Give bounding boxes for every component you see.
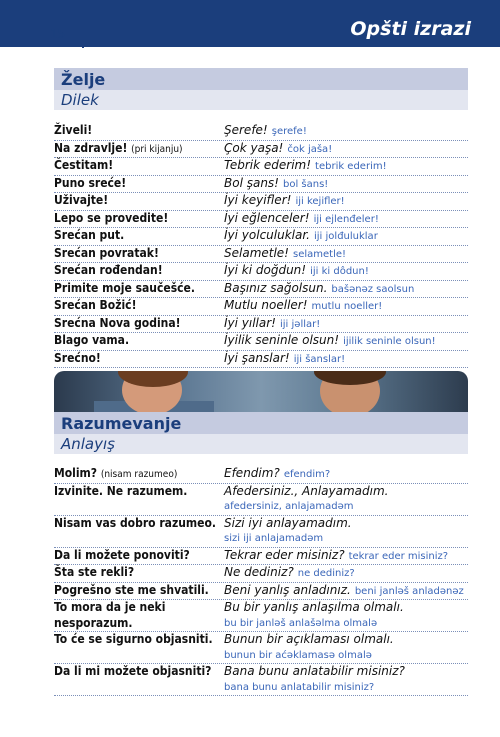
- phrase-source-text: Primite moje saučešće.: [54, 280, 195, 295]
- pronunciation-text: iji ki dôdun!: [310, 266, 369, 277]
- pronunciation-text: iji jəllar!: [280, 318, 321, 330]
- phrase-row: [54, 176, 468, 194]
- phrase-row: [54, 466, 468, 484]
- phrase-row: [54, 664, 468, 696]
- translation-text: Başınız sağolsun.: [224, 280, 328, 295]
- phrase-translation: [224, 176, 468, 193]
- phrase-source-text: Srećan Božić!: [54, 298, 137, 312]
- phrase-translation: [224, 548, 468, 565]
- section-header-understanding: [54, 412, 468, 454]
- translation-text: Çok yaşa!: [224, 140, 284, 155]
- phrase-translation: [224, 263, 468, 280]
- phrase-row: [54, 211, 468, 229]
- phrase-row: [54, 632, 468, 664]
- pronunciation-text: ijilik seninle olsun!: [343, 336, 436, 347]
- phrase-source: [54, 298, 224, 315]
- translation-text: Beni yanlış anladınız.: [224, 582, 351, 597]
- phrase-translation: [224, 632, 468, 663]
- phrase-translation: [224, 246, 468, 263]
- translation-text: Sizi iyi anlayamadım.: [224, 515, 352, 530]
- phrase-source: [54, 211, 224, 228]
- translation-text: Tekrar eder misiniz?: [224, 547, 345, 562]
- translation-text: İyi yolculuklar.: [224, 228, 310, 242]
- section-title: Razumevanje: [54, 412, 468, 434]
- phrase-row: [54, 298, 468, 316]
- translation-text: Bunun bir açıklaması olmalı.: [224, 632, 394, 646]
- phrase-translation: [224, 141, 468, 158]
- phrase-list-wishes: [54, 123, 468, 368]
- phrase-source: [54, 281, 224, 298]
- phrase-translation: [224, 351, 468, 368]
- phrase-source-text: Lepo se provedite!: [54, 210, 169, 225]
- phrase-source-text: Da li možete ponoviti?: [54, 547, 190, 562]
- translation-text: Ne dediniz?: [224, 565, 294, 579]
- phrase-row: [54, 600, 468, 632]
- phrase-source-text: Uživajte!: [54, 193, 109, 207]
- pronunciation-text: afedersiniz, anlajamadəm: [224, 501, 354, 512]
- phrase-source-text: Živeli!: [54, 123, 93, 137]
- pronunciation-text: iji jolđuluklar: [314, 231, 378, 242]
- phrase-row: [54, 548, 468, 566]
- phrase-list-understanding: [54, 466, 468, 696]
- phrase-row: [54, 583, 468, 601]
- phrase-translation: [224, 466, 468, 483]
- phrase-source-text: Puno sreće!: [54, 175, 127, 190]
- phrase-row: [54, 263, 468, 281]
- pronunciation-text: şerefe!: [271, 126, 307, 137]
- phrase-source-text: Izvinite. Ne razumem.: [54, 483, 188, 498]
- phrase-translation: [224, 158, 468, 175]
- translation-text: İyi eğlenceler!: [224, 210, 310, 225]
- phrase-translation: [224, 664, 468, 695]
- translation-text: Selametle!: [224, 245, 289, 260]
- phrase-translation: [224, 516, 468, 547]
- phrase-source-text: Nisam vas dobro razumeo.: [54, 515, 216, 530]
- phrase-source: [54, 263, 224, 280]
- phrase-source-note: (pri kijanju): [131, 143, 183, 155]
- phrase-translation: [224, 123, 468, 140]
- phrase-source: [54, 664, 224, 695]
- pronunciation-text: mutlu noeller!: [311, 301, 383, 312]
- phrase-source-text: Blago vama.: [54, 333, 130, 347]
- translation-text: Bana bunu anlatabilir misiniz?: [224, 664, 405, 678]
- phrase-row: [54, 228, 468, 246]
- translation-text: İyi yıllar!: [224, 315, 276, 330]
- phrase-source: [54, 193, 224, 210]
- pronunciation-text: beni janləš anladənəz: [354, 585, 464, 597]
- phrase-row: [54, 316, 468, 334]
- phrase-source-note: (nisam razumeo): [100, 469, 178, 480]
- phrase-row: [54, 246, 468, 264]
- section-photo: [54, 371, 468, 413]
- phrase-source: [54, 632, 224, 663]
- phrase-translation: [224, 228, 468, 245]
- phrase-source-text: Srećan put.: [54, 228, 125, 242]
- phrase-source: [54, 176, 224, 193]
- phrase-source: [54, 158, 224, 175]
- phrase-source-text: Na zdravlje!: [54, 140, 128, 155]
- pronunciation-text: iji ejlenđeler!: [313, 213, 379, 225]
- translation-text: İyi ki doğdun!: [224, 263, 307, 277]
- translation-text: Bu bir yanlış anlaşılma olmalı.: [224, 600, 404, 614]
- phrase-translation: [224, 484, 468, 515]
- translation-text: Efendim?: [224, 466, 280, 480]
- pronunciation-text: sizi iji anlajamadəm: [224, 533, 324, 544]
- translation-text: Şerefe!: [224, 123, 268, 137]
- phrase-source: [54, 246, 224, 263]
- phrase-source-text: Čestitam!: [54, 158, 114, 172]
- phrase-source-text: Pogrešno ste me shvatili.: [54, 582, 209, 597]
- phrase-row: [54, 351, 468, 369]
- phrase-source: [54, 548, 224, 565]
- phrase-source: [54, 583, 224, 600]
- phrase-translation: [224, 565, 468, 582]
- phrase-translation: [224, 316, 468, 333]
- phrase-source-text: Srećna Nova godina!: [54, 315, 181, 330]
- phrase-row: [54, 565, 468, 583]
- phrase-row: [54, 516, 468, 548]
- phrase-row: [54, 484, 468, 516]
- translation-text: İyi keyifler!: [224, 193, 292, 207]
- phrase-source: [54, 466, 224, 483]
- phrase-source-text: Srećan rođendan!: [54, 263, 163, 277]
- phrase-source-text: To će se sigurno objasniti.: [54, 632, 213, 646]
- phrase-row: [54, 281, 468, 299]
- page-number: 15: [50, 27, 66, 41]
- phrase-source: [54, 316, 224, 333]
- phrase-source: [54, 351, 224, 368]
- phrase-source: [54, 484, 224, 515]
- phrase-translation: [224, 333, 468, 350]
- phrase-row: [54, 141, 468, 159]
- phrase-source-text: Srećno!: [54, 350, 101, 365]
- pronunciation-text: bol šans!: [283, 178, 329, 190]
- phrase-source: [54, 600, 224, 631]
- section-header-wishes: [54, 68, 468, 110]
- phrase-row: [54, 333, 468, 351]
- top-header-bar: [0, 0, 500, 47]
- section-title: Želje: [54, 68, 468, 90]
- pronunciation-text: iji šanslar!: [293, 353, 346, 365]
- pronunciation-text: bana bunu anlatabilir misiniz?: [224, 681, 375, 693]
- phrase-source: [54, 228, 224, 245]
- phrase-source: [54, 141, 224, 158]
- pronunciation-text: iji kejifler!: [295, 196, 345, 207]
- phrase-source: [54, 516, 224, 547]
- pronunciation-text: bašənəz saolsun: [331, 283, 415, 295]
- phrase-row: [54, 123, 468, 141]
- chapter-title: Opšti izrazi: [350, 18, 471, 40]
- pronunciation-text: tebrik ederim!: [315, 161, 387, 172]
- phrase-translation: [224, 211, 468, 228]
- phrase-source-text: Molim?: [54, 466, 98, 480]
- pronunciation-text: čok jaša!: [287, 143, 333, 155]
- translation-text: İyi şanslar!: [224, 350, 290, 365]
- phrase-translation: [224, 583, 468, 600]
- pronunciation-text: efendim?: [283, 469, 331, 480]
- phrase-source-text: Srećan povratak!: [54, 245, 159, 260]
- phrase-source: [54, 333, 224, 350]
- phrase-translation: [224, 600, 468, 631]
- phrase-source: [54, 565, 224, 582]
- pronunciation-text: selametle!: [293, 248, 347, 260]
- phrase-source-text: Šta ste rekli?: [54, 565, 135, 579]
- page-divider: [82, 28, 84, 48]
- section-subtitle: Anlayış: [54, 434, 468, 454]
- translation-text: Afedersiniz., Anlayamadım.: [224, 483, 389, 498]
- translation-text: İyilik seninle olsun!: [224, 333, 340, 347]
- phrase-translation: [224, 281, 468, 298]
- phrase-row: [54, 193, 468, 211]
- phrase-source: [54, 123, 224, 140]
- phrase-source-text: To mora da je neki nesporazum.: [54, 600, 166, 630]
- translation-text: Mutlu noeller!: [224, 298, 308, 312]
- phrase-translation: [224, 193, 468, 210]
- pronunciation-text: ne dediniz?: [297, 568, 355, 579]
- translation-text: Bol şans!: [224, 175, 279, 190]
- pronunciation-text: tekrar eder misiniz?: [348, 550, 449, 562]
- pronunciation-text: bu bir janləš anlašəlma olmalə: [224, 617, 378, 629]
- phrase-row: [54, 158, 468, 176]
- phrase-translation: [224, 298, 468, 315]
- translation-text: Tebrik ederim!: [224, 158, 312, 172]
- section-subtitle: Dilek: [54, 90, 468, 110]
- phrase-source-text: Da li mi možete objasniti?: [54, 664, 212, 678]
- pronunciation-text: bunun bir aćəklamasə olmalə: [224, 649, 372, 661]
